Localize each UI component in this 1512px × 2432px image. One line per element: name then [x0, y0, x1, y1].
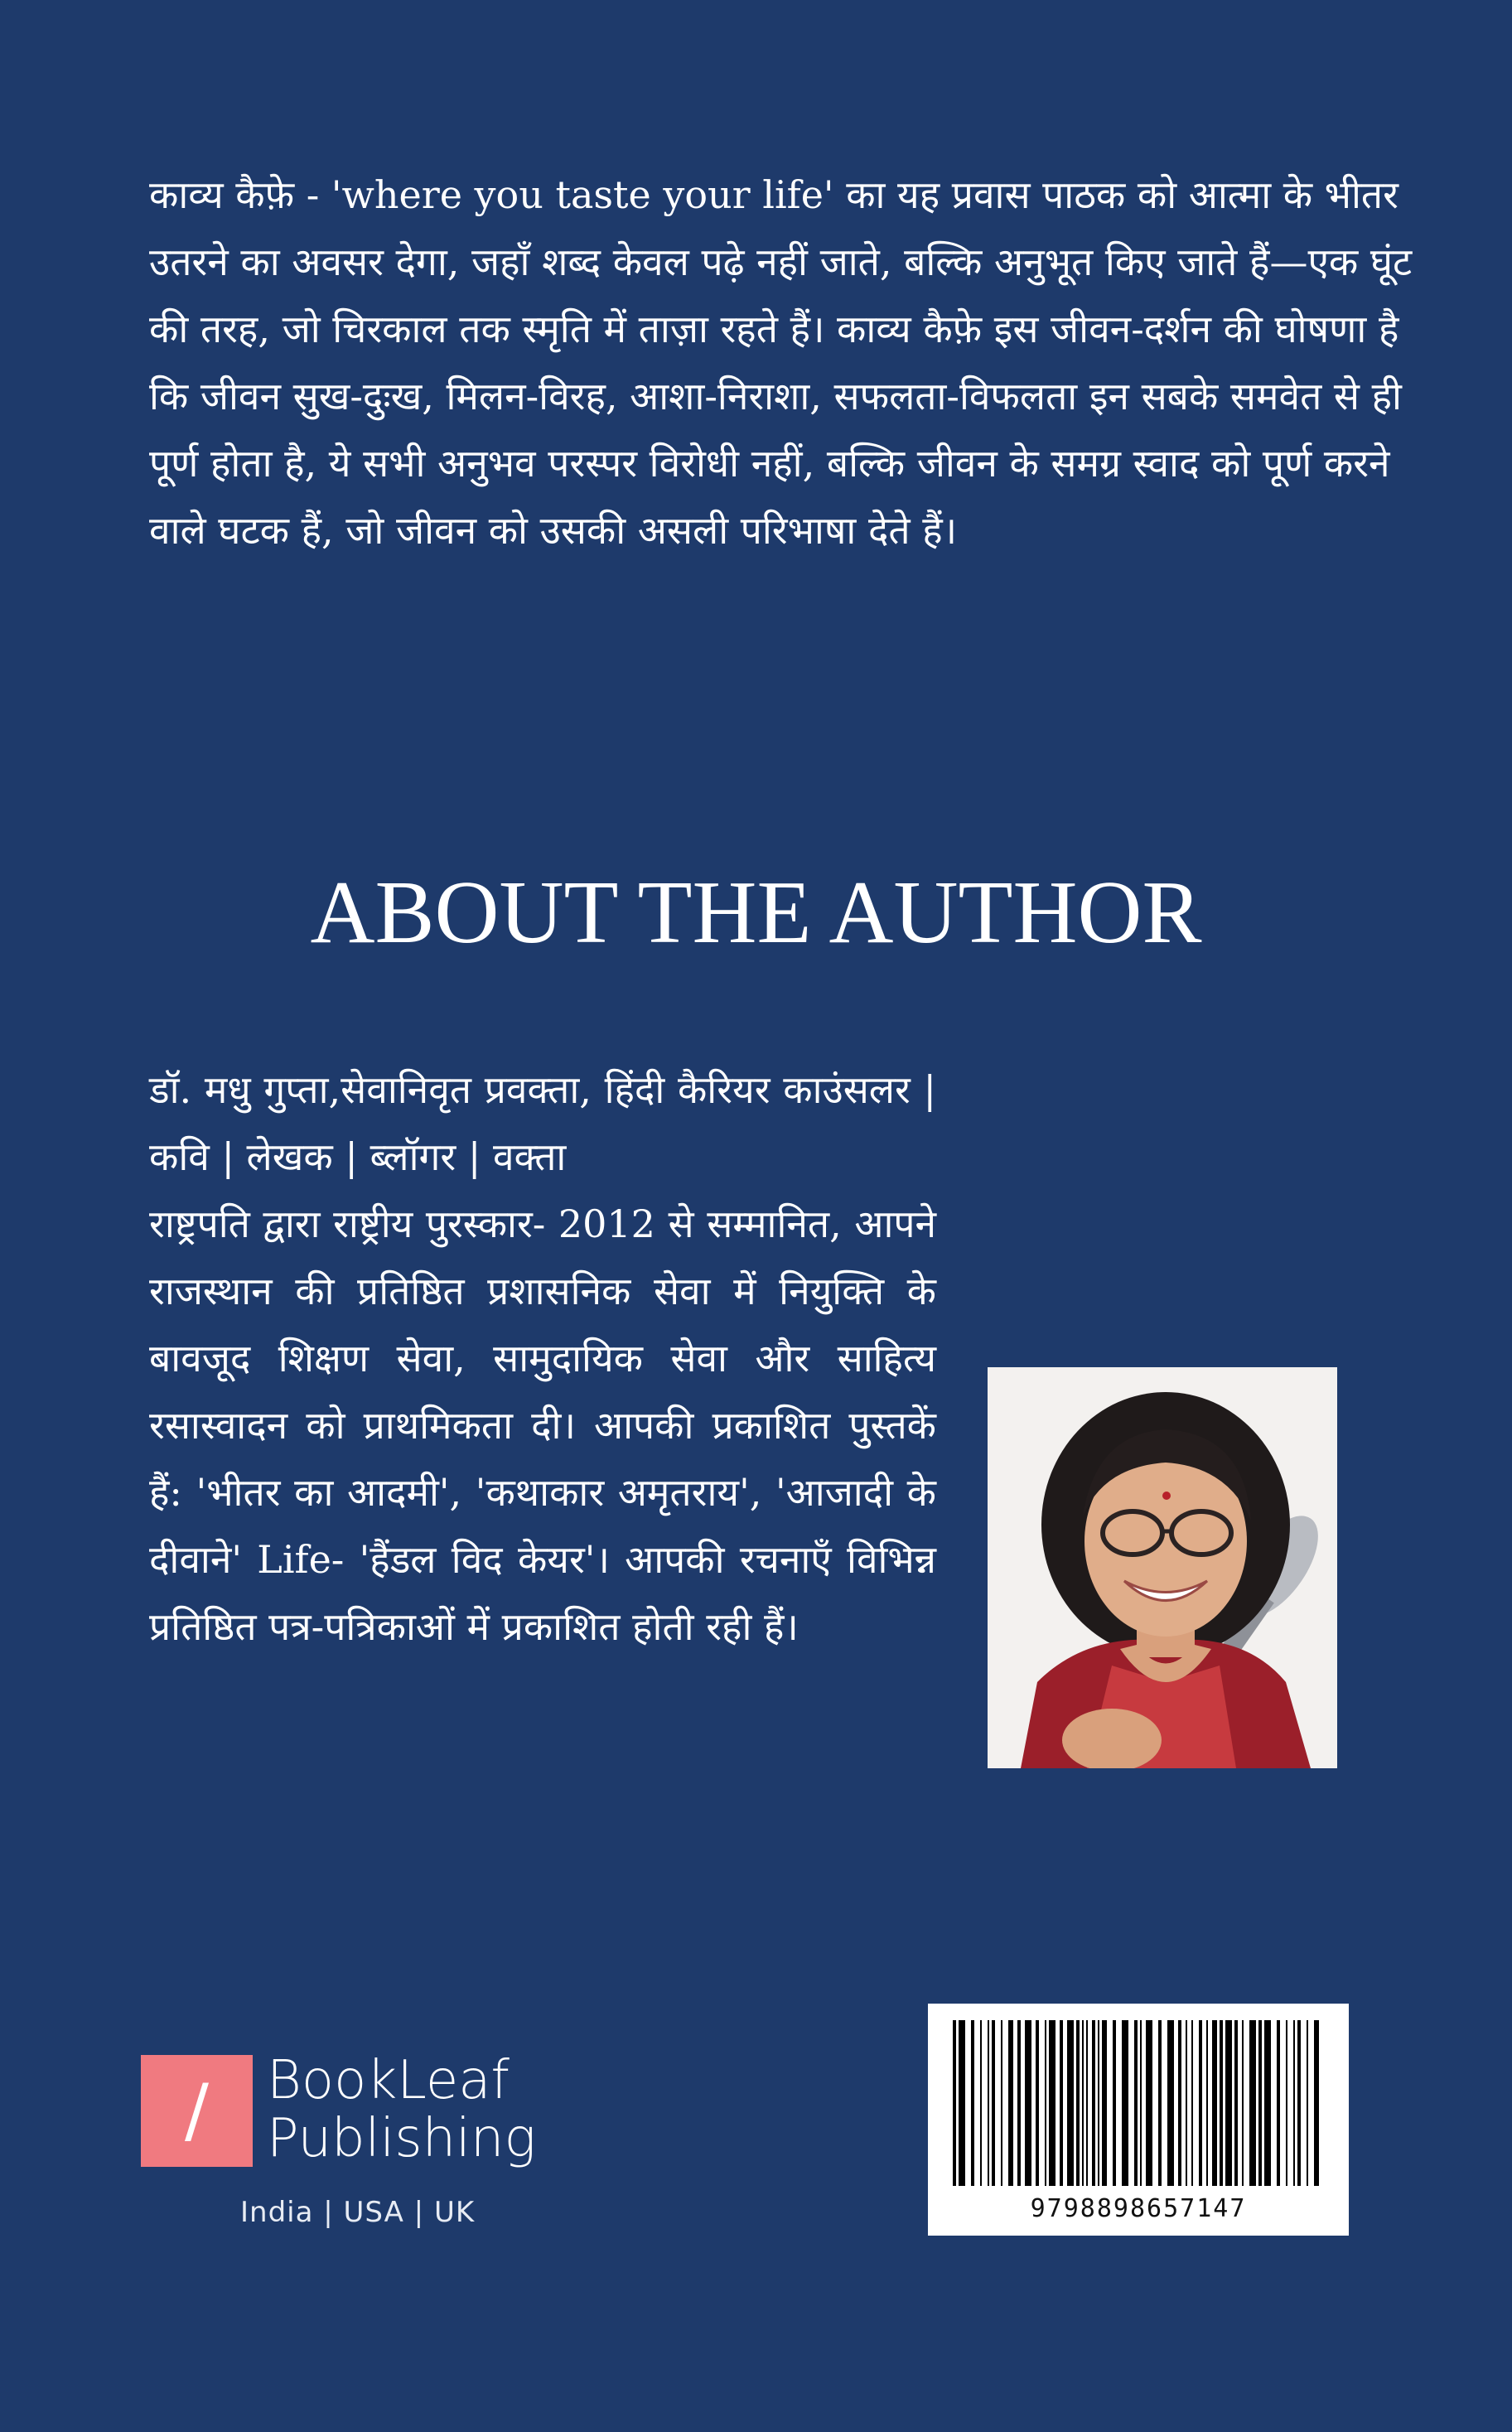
barcode-bar [1314, 2020, 1319, 2186]
publisher-name-line2: Publishing [267, 2108, 536, 2169]
barcode-bar [1086, 2020, 1088, 2186]
author-photo [988, 1367, 1337, 1768]
barcode-bar [1242, 2020, 1244, 2186]
barcode-bar [1008, 2020, 1013, 2186]
barcode-bar [992, 2020, 995, 2186]
barcode-bar [1293, 2020, 1295, 2186]
barcode-bar [1258, 2020, 1262, 2186]
barcode-bar [1158, 2020, 1162, 2186]
barcode-bar [1297, 2020, 1301, 2186]
barcode-bar [1277, 2020, 1280, 2186]
barcode-bar [1082, 2020, 1084, 2186]
barcode-bar [1212, 2020, 1217, 2186]
bookleaf-logo [141, 2050, 555, 2237]
barcode-bar [1036, 2020, 1039, 2186]
barcode-bar [1199, 2020, 1202, 2186]
barcode-bar [988, 2020, 989, 2186]
barcode-bar [1264, 2020, 1271, 2186]
barcode-bars [928, 2004, 1349, 2194]
barcode-bar [1049, 2020, 1056, 2186]
barcode-bar [1167, 2020, 1174, 2186]
author-bio-body: राष्ट्रपति द्वारा राष्ट्रीय पुरस्कार- 2012 से सम्मानित, आपने राजस्थान की प्रतिष्ठित प्रशासनिक सेवा में नियुक्ति के बावजूद शिक्षण सेवा, सामुदायिक सेवा और साहित्य रसास्वादन को प्राथमिकता दी। आपकी प्रकाशित पुस्तकें हैं: 'भीतर का आदमी', 'कथाकार अमृतराय', 'आजादी के दीवाने' Life- 'हैंडल विद केयर'। आपकी रचनाएँ विभिन्न प्रतिष्ठित पत्र-पत्रिकाओं में प्रकाशित होती रही हैं। [149, 1201, 936, 1649]
barcode-bar [1025, 2020, 1031, 2186]
barcode-bar [1092, 2020, 1095, 2186]
author-bio [149, 1056, 936, 1661]
barcode-bar [1076, 2020, 1080, 2186]
barcode-bar [1286, 2020, 1287, 2186]
barcode-bar [1234, 2020, 1238, 2186]
barcode-bar [1001, 2020, 1002, 2186]
barcode-bar [1178, 2020, 1181, 2186]
barcode-bar [1122, 2020, 1128, 2186]
barcode-bar [1140, 2020, 1142, 2186]
about-author-heading: ABOUT THE AUTHOR [310, 863, 1202, 962]
barcode-bar [1146, 2020, 1152, 2186]
barcode-bar [980, 2020, 982, 2186]
barcode-bar [1017, 2020, 1021, 2186]
barcode-bar [1220, 2020, 1223, 2186]
barcode-bar [1249, 2020, 1256, 2186]
barcode-bar [1045, 2020, 1046, 2186]
barcode-bar [1060, 2020, 1063, 2186]
publisher-regions: India | USA | UK [240, 2196, 476, 2229]
logo-slash-icon: / [185, 2069, 209, 2152]
author-bio-intro: डॉ. मधु गुप्ता,सेवानिवृत प्रवक्ता, हिंदी कैरियर काउंसलर | कवि | लेखक | ब्लॉगर | वक्ता [149, 1067, 936, 1179]
barcode-bar [1102, 2020, 1107, 2186]
barcode-bar [959, 2020, 965, 2186]
isbn-barcode [928, 2004, 1349, 2236]
back-cover-blurb: काव्य कैफ़े - 'where you taste your life' का यह प्रवास पाठक को आत्मा के भीतर उतरने का अवसर देगा, जहाँ शब्द केवल पढ़े नहीं जाते, बल्कि अनुभूत किए जाते हैं—एक घूंट की तरह, जो चिरकाल तक स्मृति में ताज़ा रहते हैं। काव्य कैफ़े इस जीवन-दर्शन की घोषणा है कि जीवन सुख-दुःख, मिलन-विरह, आशा-निराशा, सफलता-विफलता इन सबके समवेत से ही पूर्ण होता है, ये सभी अनुभव परस्पर विरोधी नहीं, बल्कि जीवन के समग्र स्वाद को पूर्ण करने वाले घटक हैं, जो जीवन को उसकी असली परिभाषा देते हैं। [149, 172, 1413, 553]
barcode-bar [1225, 2020, 1232, 2186]
barcode-bar [1186, 2020, 1187, 2186]
barcode-bar [1206, 2020, 1208, 2186]
barcode-bar [1098, 2020, 1099, 2186]
barcode-bar [1134, 2020, 1138, 2186]
barcode-bar [1113, 2020, 1116, 2186]
barcode-bar [971, 2020, 974, 2186]
barcode-bar [953, 2020, 956, 2186]
barcode-bar [1191, 2020, 1193, 2186]
barcode-bar [1067, 2020, 1074, 2186]
barcode-bar [1307, 2020, 1308, 2186]
isbn-number: 9798898657147 [1030, 2194, 1247, 2223]
publisher-name-line1: BookLeaf [267, 2050, 510, 2111]
